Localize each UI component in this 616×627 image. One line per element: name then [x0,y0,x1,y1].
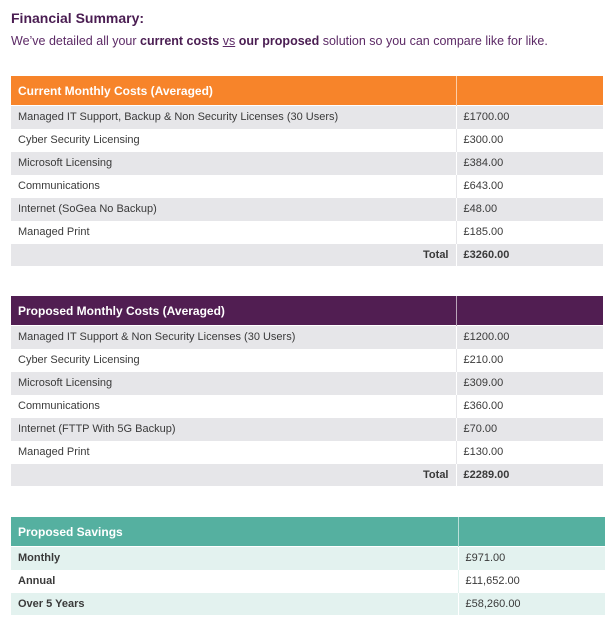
row-value: £70.00 [456,418,603,441]
table-row [11,198,603,221]
row-label: Cyber Security Licensing [11,129,456,152]
savings-label: Monthly [11,547,458,570]
intro-text [11,34,548,48]
row-value: £48.00 [456,198,603,221]
total-label: Total [11,244,456,267]
savings-value: £58,260.00 [458,593,605,616]
row-value: £1700.00 [456,106,603,129]
table-row [11,395,603,418]
current-total-row [11,244,603,267]
intro-underlined-vs: vs [222,34,236,48]
total-value: £2289.00 [456,464,603,487]
table-row [11,441,603,464]
current-costs-header-row [11,76,603,106]
intro-bold-our-proposed: our proposed [238,34,320,48]
proposed-costs-header-blank [456,296,603,326]
current-costs-table [11,76,603,266]
row-label: Microsoft Licensing [11,152,456,175]
table-row [11,570,605,593]
row-label: Cyber Security Licensing [11,349,456,372]
row-label: Communications [11,175,456,198]
row-label: Managed IT Support & Non Security Licenses (30 Users) [11,326,456,349]
savings-label: Annual [11,570,458,593]
table-row [11,106,603,129]
table-row [11,326,603,349]
table-row [11,372,603,395]
row-label: Managed IT Support, Backup & Non Security Licenses (30 Users) [11,106,456,129]
proposed-costs-table [11,296,603,486]
row-value: £300.00 [456,129,603,152]
row-value: £1200.00 [456,326,603,349]
current-costs-header-blank [456,76,603,106]
row-value: £384.00 [456,152,603,175]
table-row [11,221,603,244]
table-row [11,547,605,570]
total-label: Total [11,464,456,487]
table-row [11,349,603,372]
savings-header-row [11,517,605,547]
table-row [11,593,605,616]
page-heading: Financial Summary: [11,10,145,26]
row-label: Microsoft Licensing [11,372,456,395]
row-label: Managed Print [11,221,456,244]
savings-value: £11,652.00 [458,570,605,593]
table-row [11,129,603,152]
table-row [11,175,603,198]
savings-title: Proposed Savings [11,517,458,547]
proposed-costs-title: Proposed Monthly Costs (Averaged) [11,296,456,326]
table-row [11,418,603,441]
savings-header-blank [458,517,605,547]
row-value: £360.00 [456,395,603,418]
savings-value: £971.00 [458,547,605,570]
total-value: £3260.00 [456,244,603,267]
row-label: Internet (FTTP With 5G Backup) [11,418,456,441]
proposed-total-row [11,464,603,487]
row-value: £643.00 [456,175,603,198]
table-row [11,152,603,175]
row-value: £210.00 [456,349,603,372]
intro-part1: We’ve detailed all your [11,34,141,48]
intro-part2: solution so you can compare like for like. [319,34,548,48]
row-label: Internet (SoGea No Backup) [11,198,456,221]
row-value: £185.00 [456,221,603,244]
intro-bold-current-costs: current costs [140,34,220,48]
proposed-costs-header-row [11,296,603,326]
row-value: £130.00 [456,441,603,464]
row-label: Communications [11,395,456,418]
proposed-savings-table [11,517,605,615]
row-value: £309.00 [456,372,603,395]
savings-label: Over 5 Years [11,593,458,616]
current-costs-title: Current Monthly Costs (Averaged) [11,76,456,106]
row-label: Managed Print [11,441,456,464]
